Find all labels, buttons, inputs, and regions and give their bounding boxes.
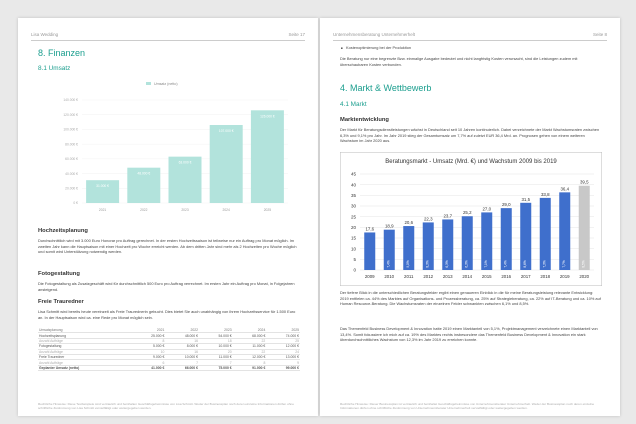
y-tick-label: 30 bbox=[350, 203, 356, 209]
table-cell: 25.000 € bbox=[132, 333, 166, 338]
bar bbox=[540, 198, 551, 270]
bar bbox=[559, 192, 570, 270]
table-cell: 8.000 € bbox=[165, 344, 199, 349]
table-header-cell: 2025 bbox=[266, 328, 300, 333]
header-title: Lisa Wedding bbox=[31, 32, 59, 37]
y-tick-label: 120.000 € bbox=[63, 112, 78, 117]
document-page-right bbox=[320, 18, 620, 416]
bar-value-label: 31,5 bbox=[521, 196, 531, 202]
table-cell: 91.000 € bbox=[233, 365, 267, 370]
x-tick-label: 2024 bbox=[222, 208, 230, 212]
bar-value-label: 126.000 € bbox=[260, 114, 275, 119]
table-cell: 48.000 € bbox=[165, 333, 199, 338]
table-cell: 24 bbox=[266, 349, 300, 354]
y-tick-label: 25 bbox=[350, 214, 356, 220]
paragraph: Lisa Schmitt wird bereits heute vereinzelt als Freie Traurednerin gebucht. Dies bietet Sie auch unabhängig von ihrem Hochzeitsservice für 1.500 Euro an. In der Hauptsaison wird ca. eine Rede pro Monat möglich sein. bbox=[38, 309, 296, 320]
bar bbox=[210, 125, 243, 203]
bar bbox=[251, 110, 284, 203]
x-tick-label: 2023 bbox=[181, 208, 189, 212]
table-cell: 10.000 € bbox=[199, 344, 233, 349]
revenue-table bbox=[38, 328, 300, 371]
bar-value-label: 33,8 bbox=[540, 191, 550, 197]
table-cell: 16 bbox=[165, 349, 199, 354]
growth-label: 7,4% bbox=[503, 260, 508, 268]
bar-value-label: 27,0 bbox=[482, 206, 492, 212]
y-tick-label: 60.000 € bbox=[65, 157, 78, 162]
table-cell: 18 bbox=[199, 338, 233, 343]
y-tick-label: 10 bbox=[350, 246, 356, 252]
bar-value-label: 23,7 bbox=[443, 213, 453, 219]
table-cell: 8 bbox=[132, 338, 166, 343]
growth-label: 8,5% bbox=[581, 260, 586, 268]
table-header-cell: 2024 bbox=[233, 328, 267, 333]
bar-value-label: 36,4 bbox=[560, 186, 570, 192]
bar bbox=[520, 203, 531, 270]
growth-label: 8,3% bbox=[425, 260, 430, 268]
bar-value-label: 22,3 bbox=[423, 216, 433, 222]
page-number: Seite 8 bbox=[592, 32, 607, 37]
table-cell: 9.000 € bbox=[132, 354, 166, 359]
document-page-left bbox=[18, 18, 318, 416]
table-cell: Anzahl Aufträge bbox=[38, 360, 132, 365]
table-cell: 54.000 € bbox=[199, 333, 233, 338]
bar-value-label: 107.000 € bbox=[218, 129, 234, 134]
table-cell: Fotogestaltung bbox=[38, 344, 132, 349]
bar-value-label: 18,9 bbox=[384, 223, 394, 229]
table-cell: Anzahl Aufträge bbox=[38, 338, 132, 343]
y-tick-label: 5 bbox=[353, 256, 356, 262]
x-tick-label: 2010 bbox=[384, 274, 395, 279]
bar-value-label: 63.000 € bbox=[178, 160, 192, 165]
table-cell: 8 bbox=[233, 360, 267, 365]
table-cell: 41.000 € bbox=[132, 365, 166, 370]
y-tick-label: 100.000 € bbox=[63, 127, 78, 132]
growth-label: 7,3% bbox=[542, 260, 547, 268]
x-tick-label: 2025 bbox=[263, 208, 272, 212]
page-number: Seite 17 bbox=[288, 32, 305, 37]
section-title: 4. Markt & Wettbewerb bbox=[340, 83, 432, 93]
table-cell: 5.000 € bbox=[132, 344, 166, 349]
legal-footer: Rechtliche Hinweise: Diese Textbeispiele sind vertraulich und beinhalten Geschäftsgeheimnisse von Lisa Schmitt. Weder der Businessplan noch deren einzelne Informationen dürfen ohne schriftliche Zustimmung von Lisa Schmitt vervielfältigt oder weitergegeben werden. bbox=[38, 402, 294, 411]
table-cell: Hochzeitsplanung bbox=[38, 333, 132, 338]
x-tick-label: 2022 bbox=[140, 208, 148, 212]
bar bbox=[364, 232, 375, 270]
heading-hochzeitsplanung: Hochzeitsplanung bbox=[38, 228, 88, 234]
table-cell: 9 bbox=[266, 360, 300, 365]
table-cell: 6 bbox=[132, 360, 166, 365]
table-header-cell: 2021 bbox=[132, 328, 166, 333]
y-tick-label: 40 bbox=[350, 182, 356, 188]
legend-label: Umsatz (netto) bbox=[154, 82, 178, 86]
table-cell: 75.000 € bbox=[199, 365, 233, 370]
table-cell: 99.000 € bbox=[266, 365, 300, 370]
table-cell: 25 bbox=[266, 338, 300, 343]
growth-label: 6,3% bbox=[464, 260, 469, 268]
table-cell: Freie Trauredner bbox=[38, 354, 132, 359]
x-tick-label: 2012 bbox=[423, 274, 434, 279]
x-tick-label: 2013 bbox=[442, 274, 453, 279]
x-tick-label: 2019 bbox=[559, 274, 570, 279]
table-cell: 13.000 € bbox=[266, 354, 300, 359]
x-tick-label: 2009 bbox=[364, 274, 375, 279]
x-tick-label: 2011 bbox=[404, 274, 414, 279]
table-cell: Anzahl Aufträge bbox=[38, 349, 132, 354]
paragraph: Die Fotogestaltung als Zusatzgeschäft wird für durchschnittlich 500 Euro pro Auftrag verrechnet. Im ersten Jahr ein Auftrag pro Monat, in Folgejahren ansteigend. bbox=[38, 281, 295, 292]
legend-swatch bbox=[146, 82, 151, 85]
growth-label: 8,6% bbox=[522, 260, 527, 268]
bullet-item: ■ Kostenoptimierung bei der Produktion bbox=[346, 45, 411, 50]
bar-value-label: 31.000 € bbox=[96, 184, 110, 189]
x-tick-label: 2016 bbox=[501, 274, 512, 279]
growth-label: 7,4% bbox=[386, 260, 391, 268]
paragraph: Die Beratung nur eine begrenzte Bzw. einmalige Ausgabe bedeutet und nicht langfristig Kosten verursacht, sind die Leistungen zudem mit überschaubaren Kosten verbunden. bbox=[340, 56, 578, 67]
y-tick-label: 20.000 € bbox=[65, 186, 78, 191]
paragraph: Der Markt für Beratungsdienstleistungen wächst in Deutschland seit 10 Jahren kontinuierlich. Dabei verzeichnete der Markt Wachstumsraten zwischen 6,3% und 9,1% pro Jahr. Im Jahr 2019 stieg der Gesamtumsatz um 7,7% auf zuletzt EUR 36,4 Mrd. an. Prognosen gehen von einem weiteren Wachstum im Jahr 2020 aus. bbox=[340, 127, 600, 143]
legal-footer: Rechtliche Hinweise: Dieser Businessplan ist vertraulich und beinhaltet Geschäftsgeheimnisse von Unternehmensberater Unternehmerhelt. Weder der Businessplan noch deren einzelne Informationen dürfen ohne schriftliche Zustimmung von Unternehmensberater Unternehmerhelt vervielfältigt oder weitergegeben werden. bbox=[340, 402, 595, 411]
section-title: 8. Finanzen bbox=[38, 48, 86, 58]
paragraph: Das Themenfeld Business Development & Innovation hatte 2019 einen Marktanteil von 5,1%, Projektmanagement verzeichnete einen Marktanteil von 13,4%. Somit fokussiere ich mich auf ca. 19% des Marktes rechts insbesondere das Themenfeld Business Development & Innovation ein stark überdurchschnittliches Wachstum von 12,3% im Jahr 2019 zu erreichen konnte. bbox=[340, 326, 598, 342]
x-tick-label: 2015 bbox=[481, 274, 492, 279]
x-tick-label: 2020 bbox=[579, 274, 590, 279]
x-tick-label: 2017 bbox=[520, 274, 531, 279]
market-bar-chart bbox=[340, 152, 602, 286]
y-tick-label: 40.000 € bbox=[65, 171, 78, 176]
table-cell: 20 bbox=[199, 349, 233, 354]
growth-label: 7,7% bbox=[561, 260, 566, 268]
table-cell: 12.000 € bbox=[266, 344, 300, 349]
bar-value-label: 29,0 bbox=[501, 202, 511, 208]
table-cell: 22 bbox=[233, 338, 267, 343]
growth-label: 7,1% bbox=[483, 260, 488, 268]
y-tick-label: 45 bbox=[350, 171, 356, 177]
table-cell: Geplanter Umsatz (netto) bbox=[38, 365, 132, 370]
paragraph: Durchschnittlich wird mit 3.000 Euro Honorar pro Auftrag gerechnet. In der ersten Hochzeitssaison ist teilweise nur ein Auftrag pro Monat möglich. Im zweiten Jahr kann die Hauptsaison mit einer Hochzeit pro Woche erreicht werden. Ab dem dritten Jahr sind mehr als 2 Hochzeiten pro Woche möglich und somit wird Unterstützung notwendig werden. bbox=[38, 238, 297, 254]
subsection-title: 4.1 Markt bbox=[340, 101, 367, 108]
y-tick-label: 15 bbox=[350, 235, 356, 241]
table-header-cell: Umsatzplanung bbox=[38, 328, 132, 333]
table-cell: 11.000 € bbox=[199, 354, 233, 359]
table-cell: 7 bbox=[199, 360, 233, 365]
growth-label: 6,3% bbox=[444, 260, 449, 268]
bar-value-label: 20,6 bbox=[404, 220, 414, 226]
table-cell: 66.000 € bbox=[165, 365, 199, 370]
bar-value-label: 17,6 bbox=[365, 226, 375, 232]
table-header-cell: 2022 bbox=[165, 328, 199, 333]
subsection-title: 8.1 Umsatz bbox=[38, 65, 71, 72]
y-tick-label: 35 bbox=[350, 192, 356, 198]
bar bbox=[579, 186, 590, 270]
table-cell: 10.000 € bbox=[165, 354, 199, 359]
table-cell: 7 bbox=[165, 360, 199, 365]
revenue-bar-chart bbox=[38, 78, 300, 228]
x-tick-label: 2018 bbox=[540, 274, 551, 279]
table-row bbox=[38, 365, 300, 370]
table-cell: 68.000 € bbox=[233, 333, 267, 338]
heading-fotogestaltung: Fotogestaltung bbox=[38, 271, 80, 277]
y-tick-label: 140.000 € bbox=[63, 98, 78, 103]
table-cell: 74.000 € bbox=[266, 333, 300, 338]
table-cell: 12.000 € bbox=[233, 354, 267, 359]
chart-title: Beratungsmarkt - Umsatz (Mrd. €) und Wachstum 2009 bis 2019 bbox=[385, 159, 557, 165]
heading-marktentwicklung: Marktentwicklung bbox=[340, 117, 389, 123]
growth-label: 9,0% bbox=[405, 260, 410, 268]
y-tick-label: 0 bbox=[353, 267, 356, 273]
page-header bbox=[31, 30, 305, 41]
y-tick-label: 0 € bbox=[73, 201, 78, 206]
paragraph: Der tiefere Blick in die unterschiedlichen Beratungsfelder ergibt einen genaueren Einblick in die für meine Beratungsleistung relevante Entwicklung: 2019 entfielen ca. 44% des Marktes auf Organisations- und Prozessberatung, ca. 25% auf Strategieberatung, ca. 22% auf IT-Beratung und ca. 10% auf Human Resource-Beratung. Die Wachstumsraten der einzelnen Felder schwankten zwischen 6,1% und 8,5%. bbox=[340, 290, 601, 306]
table-header-cell: 2023 bbox=[199, 328, 233, 333]
table-cell: 10 bbox=[132, 349, 166, 354]
table-cell: 16 bbox=[165, 338, 199, 343]
table-cell: 11.000 € bbox=[233, 344, 267, 349]
table-cell: 22 bbox=[233, 349, 267, 354]
x-tick-label: 2014 bbox=[462, 274, 473, 279]
bar-value-label: 25,2 bbox=[462, 210, 472, 216]
bar-value-label: 48.000 € bbox=[137, 171, 151, 176]
y-tick-label: 80.000 € bbox=[65, 142, 78, 147]
y-tick-label: 20 bbox=[350, 224, 356, 230]
page-header bbox=[333, 30, 607, 41]
bar-value-label: 39,5 bbox=[579, 179, 589, 185]
header-title: Unternehmensberatung Unternehmerhelt bbox=[333, 32, 416, 37]
heading-freie-trauredner: Freie Trauredner bbox=[38, 299, 84, 305]
x-tick-label: 2021 bbox=[98, 208, 107, 212]
